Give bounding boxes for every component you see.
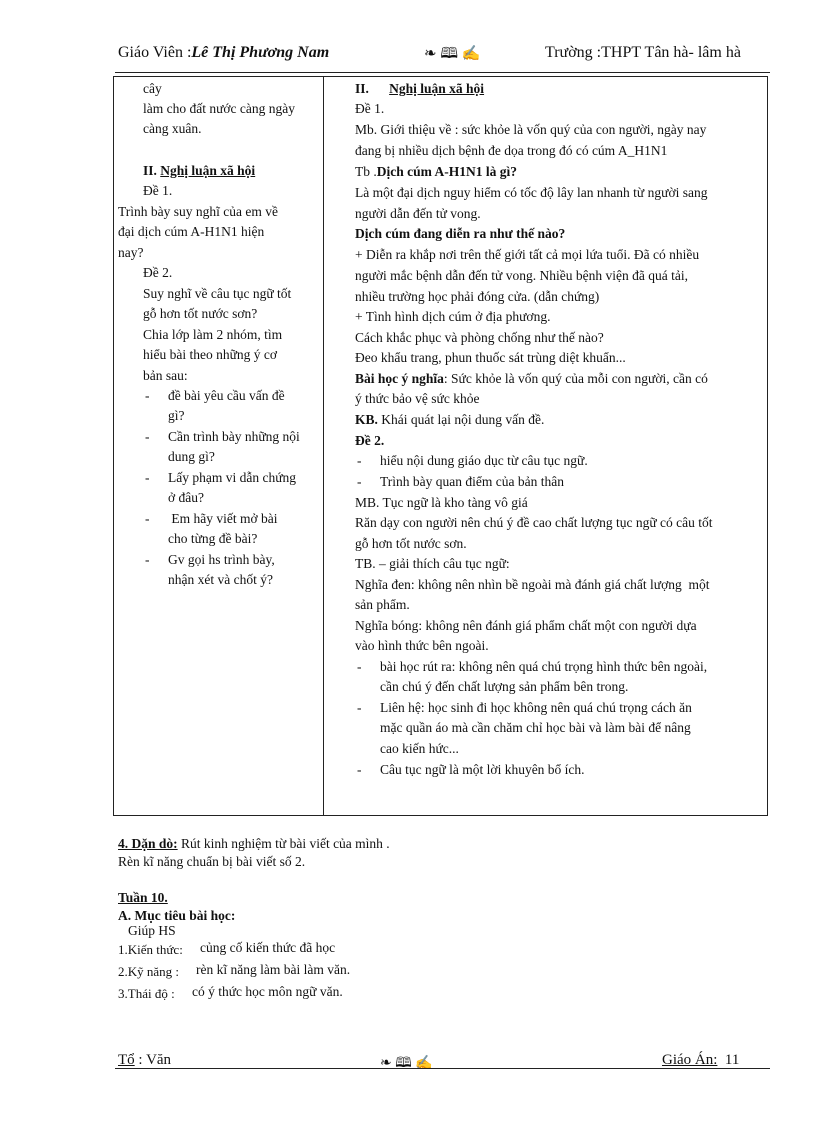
- list-bullet: -: [357, 474, 362, 489]
- list-item: Câu tục ngữ là một lời khuyên bổ ích.: [380, 762, 585, 777]
- right-tb-line: [355, 163, 517, 181]
- list-bullet: -: [145, 511, 150, 526]
- right-subheading: Dịch cúm đang diễn ra như thế nào?: [355, 226, 566, 241]
- right-text: Đeo khẩu trang, phun thuốc sát trùng diệt khuẩn...: [355, 350, 626, 365]
- left-de1: Đề 1.: [143, 183, 173, 198]
- skill-label: 2.Kỹ năng :: [118, 964, 180, 979]
- list-item: dung gì?: [168, 449, 215, 464]
- list-item: cao kiến hức...: [380, 741, 459, 756]
- header-rule: [115, 72, 770, 73]
- right-text: đang bị nhiều dịch bệnh đe dọa trong đó có cúm A_H1N1: [355, 143, 668, 158]
- list-bullet: -: [357, 700, 362, 715]
- list-bullet: -: [145, 552, 150, 567]
- header-teacher: [118, 44, 329, 62]
- list-item: Trình bày quan điểm của bản thân: [380, 474, 564, 489]
- right-text: sản phẩm.: [355, 597, 410, 612]
- right-heading-num: II.: [355, 81, 369, 96]
- lesson-label: Bài học ý nghĩa: [355, 371, 444, 386]
- header-ornament: ❧ 🕮 ✍: [424, 46, 481, 62]
- footer-giaoan-label: Giáo Án:: [662, 1052, 718, 1068]
- attitude-text: có ý thức học môn ngữ văn.: [192, 984, 343, 999]
- left-de2: Đề 2.: [143, 265, 173, 280]
- left-text: càng xuân.: [143, 121, 202, 136]
- right-text: TB. – giải thích câu tục ngữ:: [355, 556, 510, 571]
- list-bullet: -: [357, 762, 362, 777]
- list-item: Cần trình bày những nội: [168, 429, 300, 444]
- list-item: Lấy phạm vi dẫn chứng: [168, 470, 297, 485]
- dando-line: [118, 835, 390, 853]
- page-number: 11: [724, 1052, 740, 1068]
- right-text: Nghĩa đen: không nên nhìn bề ngoài mà đánh giá chất lượng một: [355, 577, 710, 592]
- right-text: + Diễn ra khắp nơi trên thế giới tất cả mọi lứa tuổi. Đã có nhiều: [355, 247, 700, 262]
- dando-text: Rút kinh nghiệm từ bài viết của mình .: [177, 836, 390, 851]
- list-item: Gv gọi hs trình bày,: [168, 552, 275, 567]
- left-text: làm cho đất nước càng ngày: [143, 101, 296, 116]
- left-text: bản sau:: [143, 368, 188, 383]
- footer-department: [118, 1052, 171, 1069]
- list-bullet: -: [145, 429, 150, 444]
- list-item: Em hãy viết mở bài: [168, 511, 278, 526]
- footer-to-value: : Văn: [138, 1052, 172, 1068]
- right-text: gỗ hơn tốt nước sơn.: [355, 536, 467, 551]
- right-text: + Tình hình dịch cúm ở địa phương.: [355, 309, 551, 324]
- kb-text: Khái quát lại nội dung vấn đề.: [377, 412, 545, 427]
- kb-label: KB.: [355, 412, 378, 427]
- right-kb-line: [355, 411, 544, 429]
- left-text: Chia lớp làm 2 nhóm, tìm: [143, 327, 283, 342]
- footer-to-label: Tổ: [118, 1052, 135, 1068]
- left-text: Suy nghĩ về câu tục ngữ tốt: [143, 286, 292, 301]
- left-text: đại dịch cúm A-H1N1 hiện: [118, 224, 265, 239]
- right-de1: Đề 1.: [355, 101, 385, 116]
- list-item: Liên hệ: học sinh đi học không nên quá chú trọng cách ăn: [380, 700, 692, 715]
- knowledge-label: 1.Kiến thức:: [118, 942, 183, 957]
- right-text: Mb. Giới thiệu về : sức khỏe là vốn quý của con người, ngày nay: [355, 122, 707, 137]
- tb-question: Dịch cúm A-H1N1 là gì?: [376, 164, 517, 179]
- teacher-label: Giáo Viên :: [118, 44, 192, 61]
- tuan-heading: Tuần 10.: [118, 890, 168, 905]
- right-heading-text: Nghị luận xã hội: [389, 81, 485, 96]
- dando-label: 4. Dặn dò:: [118, 836, 178, 851]
- left-text: hiểu bài theo những ý cơ: [143, 347, 278, 362]
- right-text: Cách khắc phục và phòng chống như thế nào?: [355, 330, 604, 345]
- left-text: Trình bày suy nghĩ của em về: [118, 204, 278, 219]
- footer-page: [662, 1052, 739, 1069]
- teacher-name: Lê Thị Phương Nam: [191, 44, 330, 61]
- list-item: nhận xét và chốt ý?: [168, 572, 273, 587]
- list-item: bài học rút ra: không nên quá chú trọng hình thức bên ngoài,: [380, 659, 708, 674]
- right-heading: [355, 80, 484, 98]
- left-text: cây: [143, 81, 162, 96]
- right-lesson-line: [355, 370, 708, 388]
- ren-line: Rèn kĩ năng chuẩn bị bài viết số 2.: [118, 854, 306, 869]
- list-bullet: -: [145, 470, 150, 485]
- list-item: đề bài yêu cầu vấn đề: [168, 388, 285, 403]
- skill-text: rèn kĩ năng làm bài làm văn.: [196, 962, 351, 977]
- left-heading: [143, 162, 255, 180]
- left-heading-num: II.: [143, 163, 157, 178]
- header-school: Trường :THPT Tân hà- lâm hà: [545, 44, 741, 61]
- list-bullet: -: [145, 388, 150, 403]
- right-text: nhiều trường học phải đóng cửa. (dẫn chứng): [355, 289, 600, 304]
- footer-ornament: ❧ 🕮 ✍: [380, 1056, 433, 1071]
- left-text: nay?: [118, 245, 144, 260]
- attitude-label: 3.Thái độ :: [118, 986, 175, 1001]
- list-item: cần chú ý đến chất lượng sản phẩm bên trong.: [380, 679, 629, 694]
- tb-label: Tb .: [355, 164, 377, 179]
- right-text: người dẫn đến tử vong.: [355, 206, 481, 221]
- right-text: Răn dạy con người nên chú ý đề cao chất lượng tục ngữ có câu tốt: [355, 515, 713, 530]
- right-text: Là một đại dịch nguy hiểm có tốc độ lây lan nhanh từ người sang: [355, 185, 708, 200]
- left-heading-text: Nghị luận xã hội: [160, 163, 256, 178]
- list-item: hiểu nội dung giáo dục từ câu tục ngữ.: [380, 453, 588, 468]
- list-item: ở đâu?: [168, 490, 204, 505]
- lesson-text: : Sức khỏe là vốn quý của mỗi con người, cần có: [443, 371, 708, 386]
- table-column-divider: [323, 76, 324, 816]
- knowledge-text: củng cố kiến thức đã học: [200, 940, 336, 955]
- right-text: người mắc bệnh dẫn đến tử vong. Nhiều bệnh viện đã quá tải,: [355, 268, 688, 283]
- giup-line: Giúp HS: [128, 923, 176, 938]
- right-de2: Đề 2.: [355, 433, 385, 448]
- objectives-heading: A. Mục tiêu bài học:: [118, 908, 236, 923]
- list-bullet: -: [357, 659, 362, 674]
- left-text: gỗ hơn tốt nước sơn?: [143, 306, 258, 321]
- list-item: gì?: [168, 408, 185, 423]
- right-text: ý thức bảo vệ sức khỏe: [355, 391, 480, 406]
- right-text: vào hình thức bên ngoài.: [355, 638, 489, 653]
- list-item: cho từng đề bài?: [168, 531, 258, 546]
- footer-rule: [115, 1068, 770, 1069]
- list-bullet: -: [357, 453, 362, 468]
- right-text: MB. Tục ngữ là kho tàng vô giá: [355, 495, 528, 510]
- right-text: Nghĩa bóng: không nên đánh giá phẩm chất một con người dựa: [355, 618, 697, 633]
- list-item: mặc quần áo mà cần chăm chỉ học bài và làm bài để nâng: [380, 720, 691, 735]
